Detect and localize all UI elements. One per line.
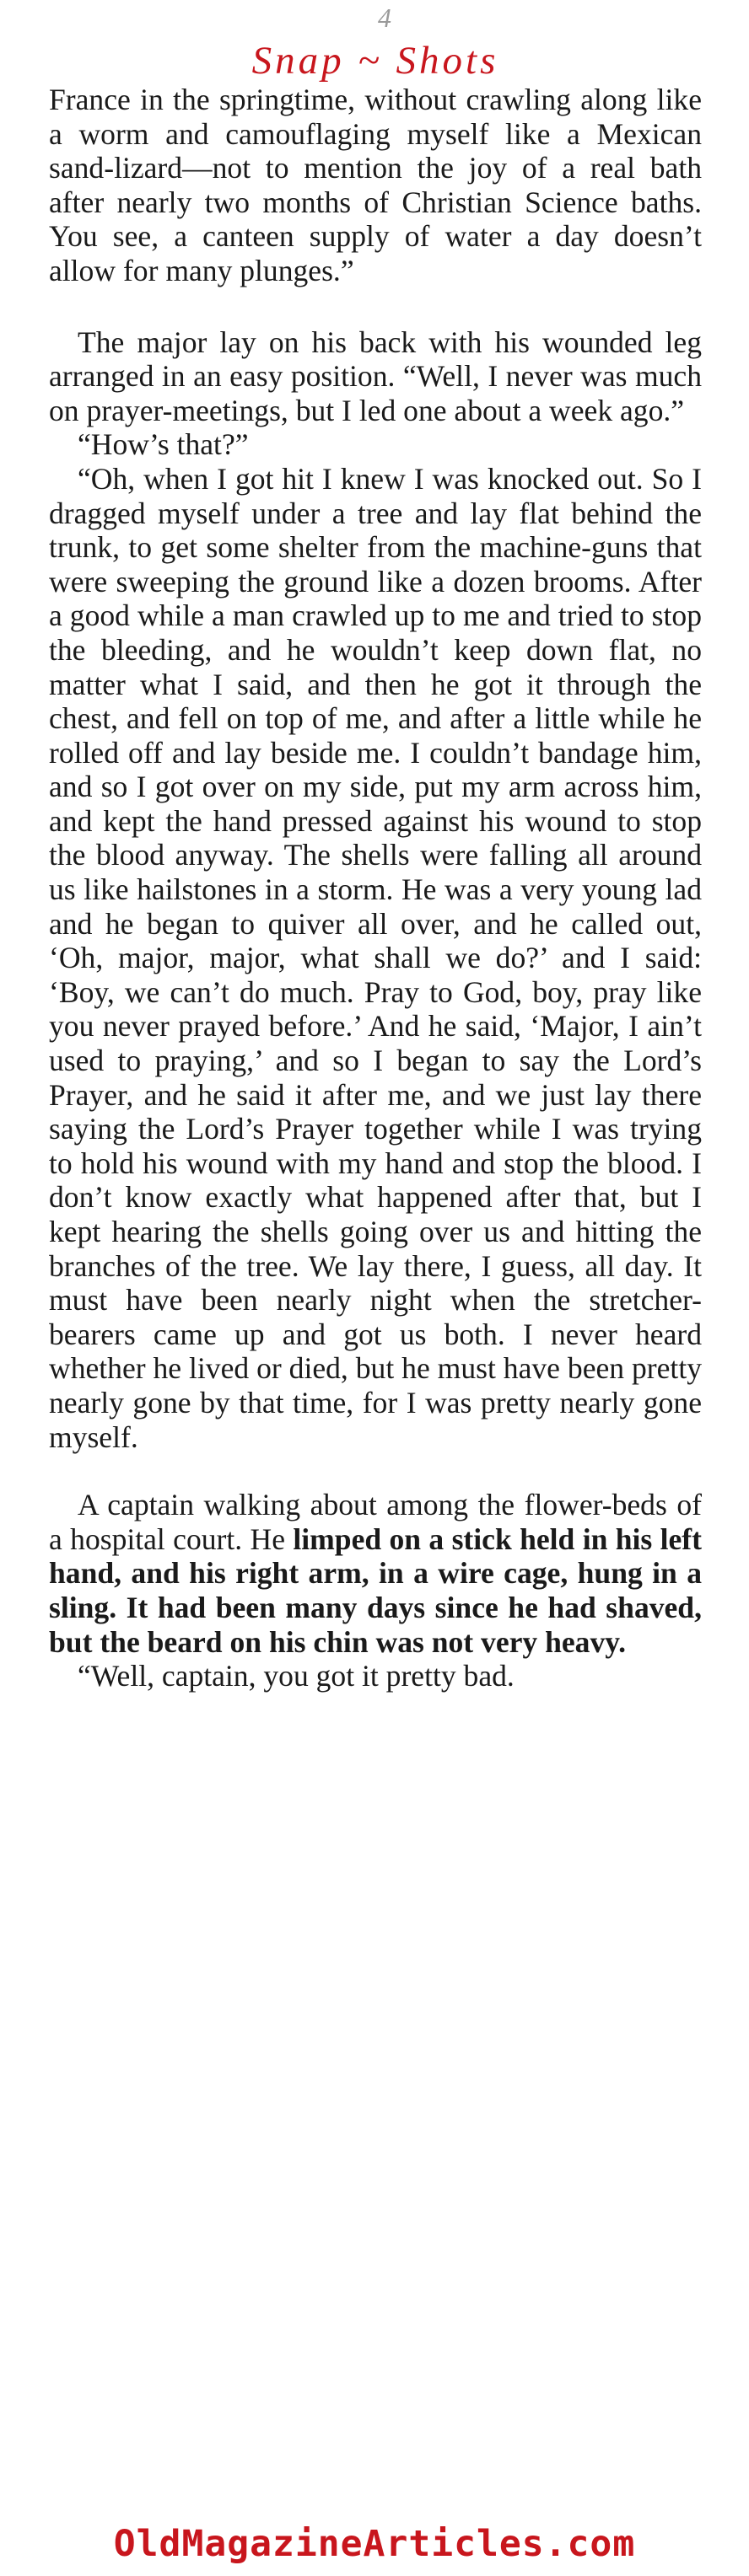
captain-text-regular: A captain walking about among the flower-beds of a hospital court. He [49,1488,702,1556]
paragraph-major-intro: The major lay on his back with his wounded leg arranged in an easy position. “Well, I never was much on prayer-meetings, but I led one about a week ago.” [49,325,702,427]
paragraph-captain [49,1488,702,1659]
paragraph-major-story: “Oh, when I got hit I knew I was knocked out. So I dragged myself under a tree and lay flat behind the trunk, to get some shelter from the machine-guns that were sweeping the ground like a dozen brooms. After a good while a man crawled up to me and tried to stop the bleeding, and he wouldn’t keep down flat, no matter what I said, and then he got it through the chest, and fell on top of me, and after a little while he rolled off and lay beside me. I couldn’t bandage him, and so I got over on my side, put my arm across him, and kept the hand pressed against his wound to stop the blood anyway. The shells were falling all around us like hailstones in a storm. He was a very young lad and he began to quiver all over, and he called out, ‘Oh, major, major, what shall we do?’ and I said: ‘Boy, we can’t do much. Pray to God, boy, pray like you never prayed before.’ And he said, ‘Major, I ain’t used to praying,’ and so I began to say the Lord’s Prayer, and he said it after me, and we just lay there saying the Lord’s Prayer together while I was trying to hold his wound with my hand and stop the blood. I don’t know exactly what happened after that, but I kept hearing the shells going over us and hitting the branches of the tree. We lay there, I guess, all day. It must have been nearly night when the stretcher-bearers came up and got us both. I never heard whether he lived or died, but he must have been pretty nearly gone by that time, for I was pretty nearly gone myself. [49,461,702,1454]
paragraph-captain-quote: “Well, captain, you got it pretty bad. [78,1659,515,1693]
page-number: 4 [378,3,391,33]
article-body [49,83,702,1693]
site-watermark: OldMagazineArticles.com [113,2523,636,2565]
running-title: Snap ~ Shots [251,39,499,83]
captain-text-bold: limped on a stick held in his left hand, and his right arm, in a wire cage, hung in a sling. It had been many days since he had shaved, but the beard on his chin was not very heavy. [49,1521,702,1659]
paragraph-continuation: France in the springtime, without crawling along like a worm and camouflaging myself like a Mexican sand-lizard—not to mention the joy of a real bath after nearly two months of Christian Science baths. You see, a canteen supply of water a day doesn’t allow for many plunges.” [49,83,702,287]
paragraph-question: “How’s that?” [78,427,249,462]
